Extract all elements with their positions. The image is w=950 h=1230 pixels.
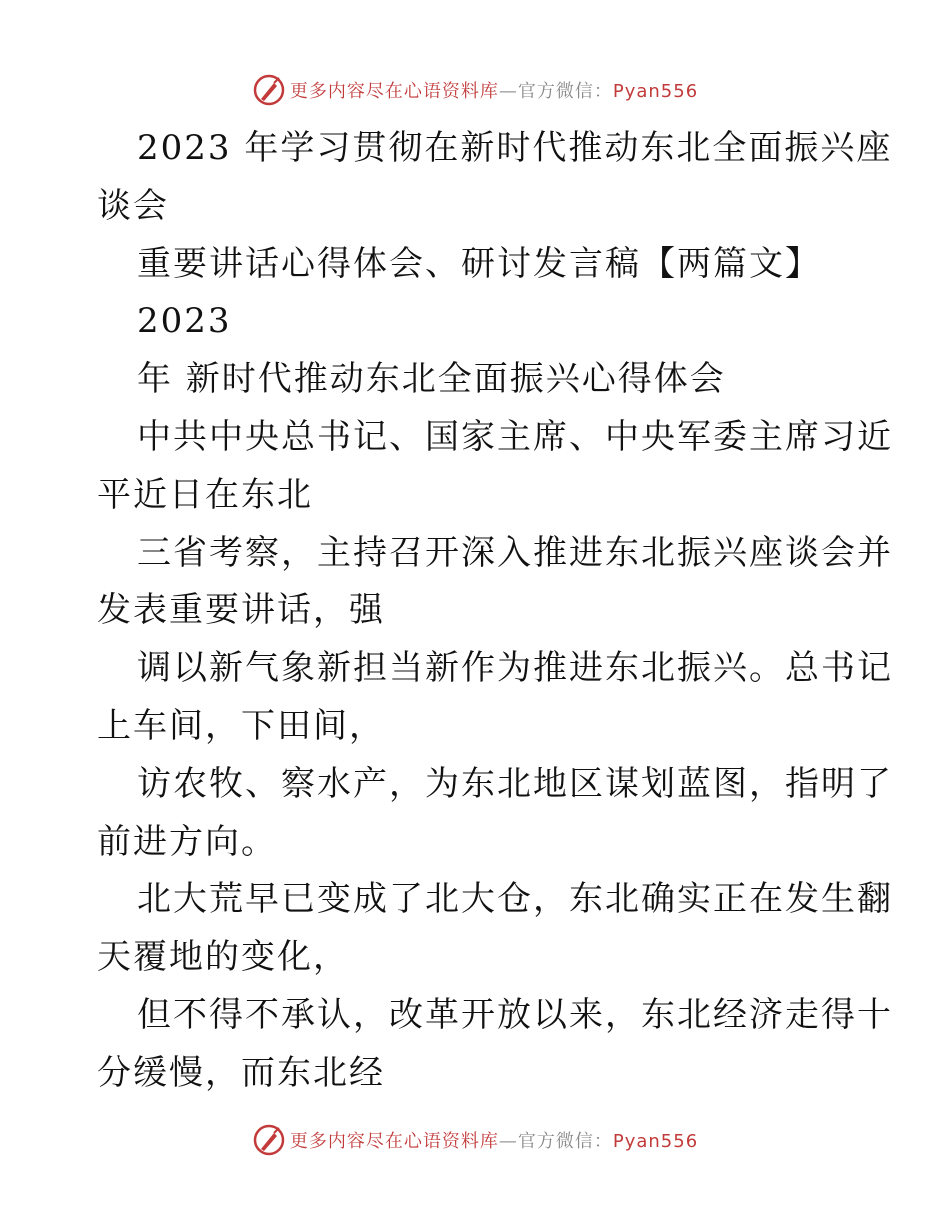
watermark-id: Pyan556 (612, 1131, 699, 1152)
text-line: 年 新时代推动东北全面振兴心得体会 (137, 359, 726, 400)
watermark-sep: — (498, 81, 518, 102)
text-line: 分缓慢，而东北经 (97, 1052, 385, 1093)
watermark-inner (252, 73, 698, 107)
watermark-main: 更多内容尽在心语资料库 (289, 81, 499, 102)
watermark-footer (0, 1120, 950, 1160)
text-line: 2023 年学习贯彻在新时代推动东北全面振兴座 (137, 128, 893, 168)
watermark-id: Pyan556 (612, 81, 699, 102)
watermark-label: 官方微信： (517, 81, 613, 102)
text-line: 上车间，下田间， (97, 705, 385, 746)
quill-pen-icon (252, 73, 286, 107)
text-line: 发表重要讲话，强 (97, 590, 385, 631)
text-line: 2023 (137, 301, 232, 342)
document-body (97, 120, 893, 1103)
watermark-text (290, 77, 698, 103)
watermark-inner (252, 1123, 698, 1157)
watermark-sep: — (498, 1131, 518, 1152)
text-line: 谈会 (97, 185, 169, 226)
watermark-label: 官方微信： (517, 1131, 613, 1152)
text-line: 访农牧、察水产，为东北地区谋划蓝图，指明了 (137, 763, 893, 804)
text-line: 北大荒早已变成了北大仓，东北确实正在发生翻 (137, 879, 893, 920)
text-line: 调以新气象新担当新作为推进东北振兴。总书记 (137, 648, 893, 689)
text-line: 重要讲话心得体会、研讨发言稿【两篇文】 (137, 243, 821, 284)
watermark-header (0, 70, 950, 110)
watermark-main: 更多内容尽在心语资料库 (289, 1131, 499, 1152)
text-line: 前进方向。 (97, 821, 277, 862)
text-line: 平近日在东北 (97, 474, 313, 515)
text-line: 但不得不承认，改革开放以来，东北经济走得十 (137, 994, 893, 1035)
watermark-text (290, 1127, 698, 1153)
text-line: 中共中央总书记、国家主席、中央军委主席习近 (137, 416, 893, 457)
quill-pen-icon (252, 1123, 286, 1157)
text-line: 三省考察，主持召开深入推进东北振兴座谈会并 (137, 532, 893, 573)
text-line: 天覆地的变化， (97, 937, 349, 978)
